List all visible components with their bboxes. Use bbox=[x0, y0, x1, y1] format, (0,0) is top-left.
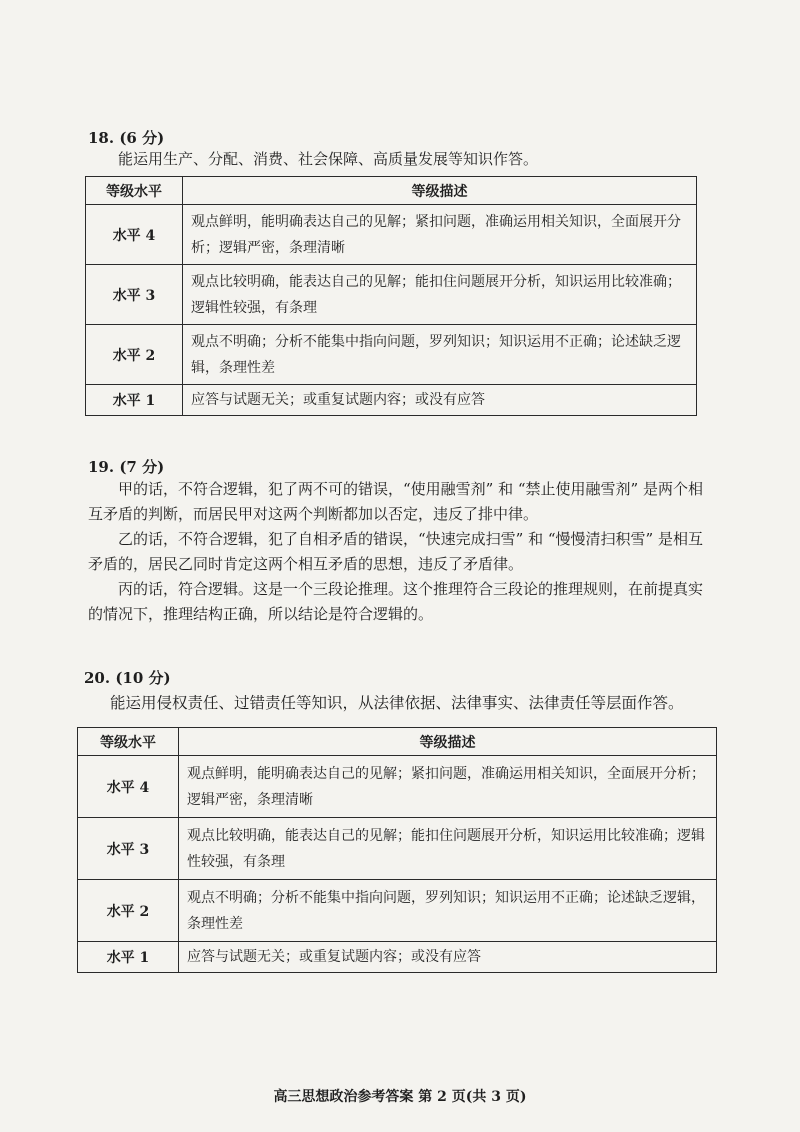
table-header-row bbox=[78, 728, 717, 756]
level-cell: 水平 4 bbox=[86, 205, 183, 265]
level-cell: 水平 3 bbox=[78, 818, 179, 880]
table-row bbox=[78, 942, 717, 973]
q18-intro: 能运用生产、分配、消费、社会保障、高质量发展等知识作答。 bbox=[118, 150, 539, 168]
table-header-row bbox=[86, 177, 697, 205]
level-cell: 水平 4 bbox=[78, 756, 179, 818]
header-level: 等级水平 bbox=[78, 728, 179, 756]
q19-paragraph-1: 甲的话，不符合逻辑，犯了两不可的错误，“使用融雪剂” 和 “禁止使用融雪剂” 是两个相互矛盾的判断，而居民甲对这两个判断都加以否定，违反了排中律。 bbox=[88, 480, 703, 523]
table-row bbox=[78, 756, 717, 818]
table-row bbox=[86, 205, 697, 265]
header-desc: 等级描述 bbox=[183, 177, 697, 205]
q20-rubric-table bbox=[77, 727, 717, 973]
header-desc: 等级描述 bbox=[179, 728, 717, 756]
level-cell: 水平 2 bbox=[78, 880, 179, 942]
q20-intro: 能运用侵权责任、过错责任等知识，从法律依据、法律事实、法律责任等层面作答。 bbox=[110, 694, 684, 712]
header-level: 等级水平 bbox=[86, 177, 183, 205]
level-cell: 水平 2 bbox=[86, 325, 183, 385]
desc-cell: 应答与试题无关；或重复试题内容；或没有应答 bbox=[183, 385, 697, 416]
desc-cell: 观点比较明确，能表达自己的见解；能扣住问题展开分析，知识运用比较准确；逻辑性较强，有条理 bbox=[183, 265, 697, 325]
q19-paragraph-2: 乙的话，不符合逻辑，犯了自相矛盾的错误，“快速完成扫雪” 和 “慢慢清扫积雪” 是相互矛盾的，居民乙同时肯定这两个相互矛盾的思想，违反了矛盾律。 bbox=[88, 530, 703, 573]
q19-paragraph-3: 丙的话，符合逻辑。这是一个三段论推理。这个推理符合三段论的推理规则，在前提真实的情况下，推理结构正确，所以结论是符合逻辑的。 bbox=[88, 580, 704, 623]
desc-cell: 观点比较明确，能表达自己的见解；能扣住问题展开分析，知识运用比较准确；逻辑性较强，有条理 bbox=[179, 818, 717, 880]
desc-cell: 观点鲜明，能明确表达自己的见解；紧扣问题，准确运用相关知识，全面展开分析；逻辑严密，条理清晰 bbox=[179, 756, 717, 818]
table-row bbox=[78, 818, 717, 880]
level-cell: 水平 3 bbox=[86, 265, 183, 325]
table-row bbox=[86, 385, 697, 416]
q19-title: 19. (7 分) bbox=[88, 458, 165, 476]
q20-title: 20. (10 分) bbox=[84, 669, 171, 687]
desc-cell: 观点鲜明，能明确表达自己的见解；紧扣问题，准确运用相关知识，全面展开分析；逻辑严密，条理清晰 bbox=[183, 205, 697, 265]
q18-title: 18. (6 分) bbox=[88, 129, 165, 147]
level-cell: 水平 1 bbox=[78, 942, 179, 973]
table-row bbox=[86, 325, 697, 385]
page-footer: 高三思想政治参考答案 第 2 页(共 3 页) bbox=[273, 1089, 527, 1105]
desc-cell: 应答与试题无关；或重复试题内容；或没有应答 bbox=[179, 942, 717, 973]
q19-body bbox=[88, 477, 708, 627]
desc-cell: 观点不明确；分析不能集中指向问题，罗列知识；知识运用不正确；论述缺乏逻辑，条理性差 bbox=[179, 880, 717, 942]
table-row bbox=[78, 880, 717, 942]
level-cell: 水平 1 bbox=[86, 385, 183, 416]
table-row bbox=[86, 265, 697, 325]
desc-cell: 观点不明确；分析不能集中指向问题，罗列知识；知识运用不正确；论述缺乏逻辑，条理性差 bbox=[183, 325, 697, 385]
q18-rubric-table bbox=[85, 176, 697, 416]
